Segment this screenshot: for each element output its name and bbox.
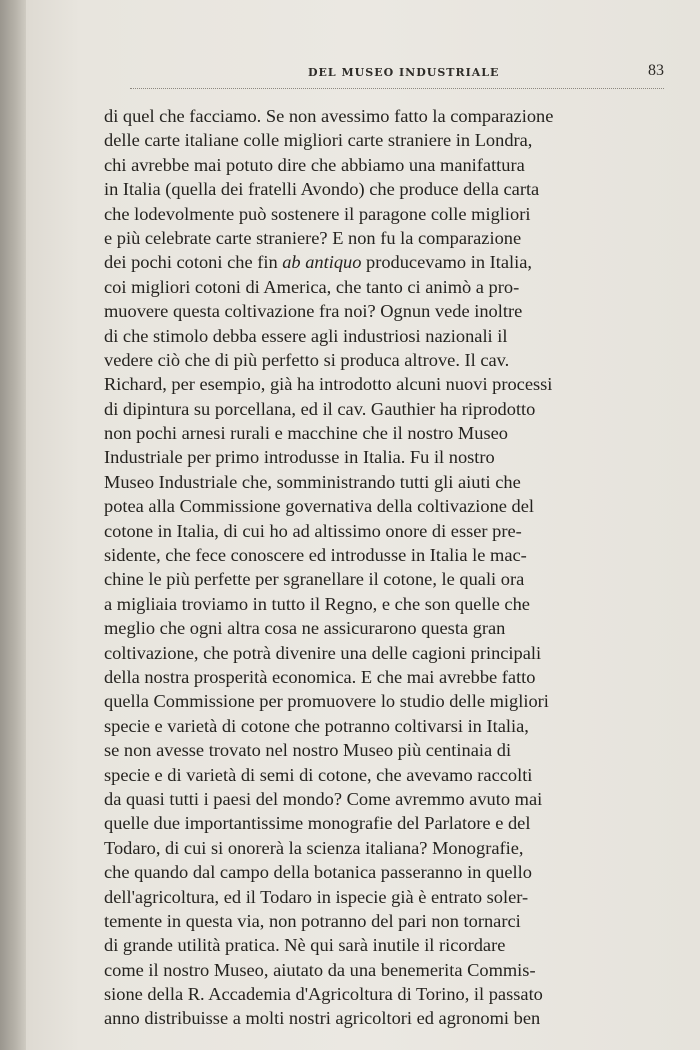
text-line: vedere ciò che di più perfetto si produca altrove. Il cav. (104, 349, 510, 370)
text-line: specie e di varietà di semi di cotone, che avevamo raccolti (104, 764, 533, 785)
text-line: sione della R. Accademia d'Agricoltura di Torino, il passato (104, 984, 543, 1005)
text-line: muovere questa coltivazione fra noi? Ognun vede inoltre (104, 301, 523, 322)
text-line: sidente, che fece conoscere ed introdusse in Italia le mac- (104, 545, 527, 566)
text-line: Museo Industriale che, somministrando tutti gli aiuti che (104, 471, 521, 492)
text-line: di grande utilità pratica. Nè qui sarà inutile il ricordare (104, 935, 506, 956)
text-segment: dei pochi cotoni che fin (104, 252, 283, 273)
text-line: non pochi arnesi rurali e macchine che il nostro Museo (104, 423, 508, 444)
book-spine-shadow (0, 0, 26, 1050)
text-line: che lodevolmente può sostenere il paragone colle migliori (104, 203, 531, 224)
italic-phrase: ab antiquo (282, 252, 362, 273)
text-line: in Italia (quella dei fratelli Avondo) che produce della carta (104, 179, 540, 200)
text-line: Industriale per primo introdusse in Italia. Fu il nostro (104, 447, 495, 468)
text-line (104, 250, 624, 274)
text-line: di che stimolo debba essere agli industriosi nazionali il (104, 325, 508, 346)
text-line: meglio che ogni altra cosa ne assicurarono questa gran (104, 618, 506, 639)
text-line: delle carte italiane colle migliori carte straniere in Londra, (104, 130, 533, 151)
text-line: come il nostro Museo, aiutato da una benemerita Commis- (104, 959, 536, 980)
text-line: Todaro, di cui si onorerà la scienza italiana? Monografie, (104, 837, 524, 858)
text-line: Richard, per esempio, già ha introdotto alcuni nuovi processi (104, 374, 553, 395)
text-line: temente in questa via, non potranno del pari non tornarci (104, 910, 521, 931)
text-line: chi avrebbe mai potuto dire che abbiamo una manifattura (104, 154, 525, 175)
text-line: chine le più perfette per sgranellare il cotone, le quali ora (104, 569, 525, 590)
text-line: quelle due importantissime monografie del Parlatore e del (104, 813, 531, 834)
text-line: di quel che facciamo. Se non avessimo fatto la comparazione (104, 106, 554, 126)
text-line: potea alla Commissione governativa della coltivazione del (104, 496, 534, 517)
text-line: e più celebrate carte straniere? E non fu la comparazione (104, 227, 522, 248)
text-segment: producevamo in Italia, (361, 252, 532, 273)
text-line: della nostra prosperità economica. E che mai avrebbe fatto (104, 666, 536, 687)
text-line: coi migliori cotoni di America, che tanto ci animò a pro- (104, 276, 520, 297)
page-number: 83 (648, 62, 664, 79)
text-line: che quando dal campo della botanica passeranno in quello (104, 862, 532, 883)
text-line: dell'agricoltura, ed il Todaro in ispecie già è entrato soler- (104, 886, 529, 907)
text-line: se non avesse trovato nel nostro Museo più centinaia di (104, 740, 512, 761)
text-line: coltivazione, che potrà divenire una delle cagioni principali (104, 642, 542, 663)
text-line: specie e varietà di cotone che potranno coltivarsi in Italia, (104, 715, 529, 736)
text-line: di dipintura su porcellana, ed il cav. Gauthier ha riprodotto (104, 398, 536, 419)
running-head (130, 62, 664, 89)
body-text (104, 104, 624, 1031)
text-line: anno distribuisse a molti nostri agricoltori ed agronomi ben (104, 1008, 541, 1029)
text-line: a migliaia troviamo in tutto il Regno, e che son quelle che (104, 593, 530, 614)
text-line: da quasi tutti i paesi del mondo? Come avremmo avuto mai (104, 788, 543, 809)
text-line: quella Commissione per promuovere lo studio delle migliori (104, 691, 549, 712)
running-title: DEL MUSEO INDUSTRIALE (308, 66, 500, 79)
text-line: cotone in Italia, di cui ho ad altissimo onore di esser pre- (104, 520, 522, 541)
